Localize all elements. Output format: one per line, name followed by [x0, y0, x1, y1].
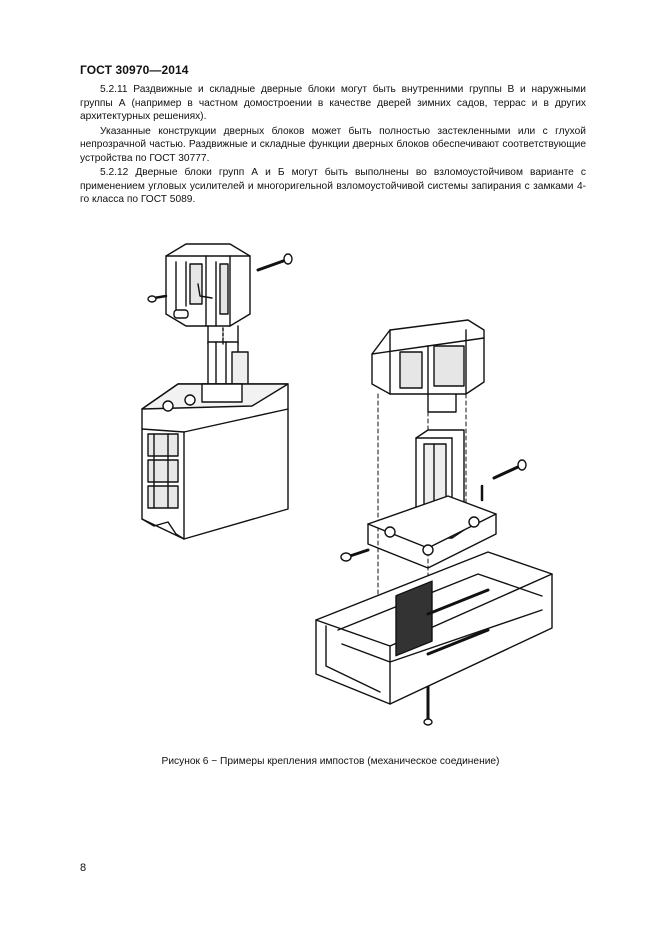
figure-6-impost-fastening-drawing	[128, 234, 560, 734]
right-sill-profile	[316, 552, 552, 704]
page-number: 8	[80, 862, 87, 874]
right-impost-assembly	[316, 320, 552, 725]
left-impost-assembly	[142, 244, 292, 539]
figure-caption: Рисунок 6 − Примеры крепления импостов (механическое соединение)	[161, 756, 500, 767]
left-frame-profile	[142, 384, 288, 539]
right-impost-top-piece	[372, 320, 484, 412]
document-header: ГОСТ 30970—2014	[80, 63, 189, 77]
paragraph-5-2-11: 5.2.11 Раздвижные и складные дверные блоки могут быть внутренними группы В и наружными группы А (например в частном домостроении в качестве дверей зимних садов, террас и в других архитектурных решениях).	[80, 84, 586, 122]
paragraph-5-2-12: 5.2.12 Дверные блоки групп А и Б могут быть выполнены во взломоустойчивом варианте с применением угловых усилителей и многоригельной взломоустойчивой системы запирания с замками 4-го класса по ГОСТ 5089.	[80, 167, 586, 205]
body-text	[80, 83, 586, 208]
left-impost-top-piece	[166, 244, 250, 344]
paragraph-constructions: Указанные конструкции дверных блоков может быть полностью застекленными или с глухой непрозрачной частью. Раздвижные и складные функции дверных блоков обеспечивают соответствующие устройства по ГОСТ 30777.	[80, 125, 586, 164]
